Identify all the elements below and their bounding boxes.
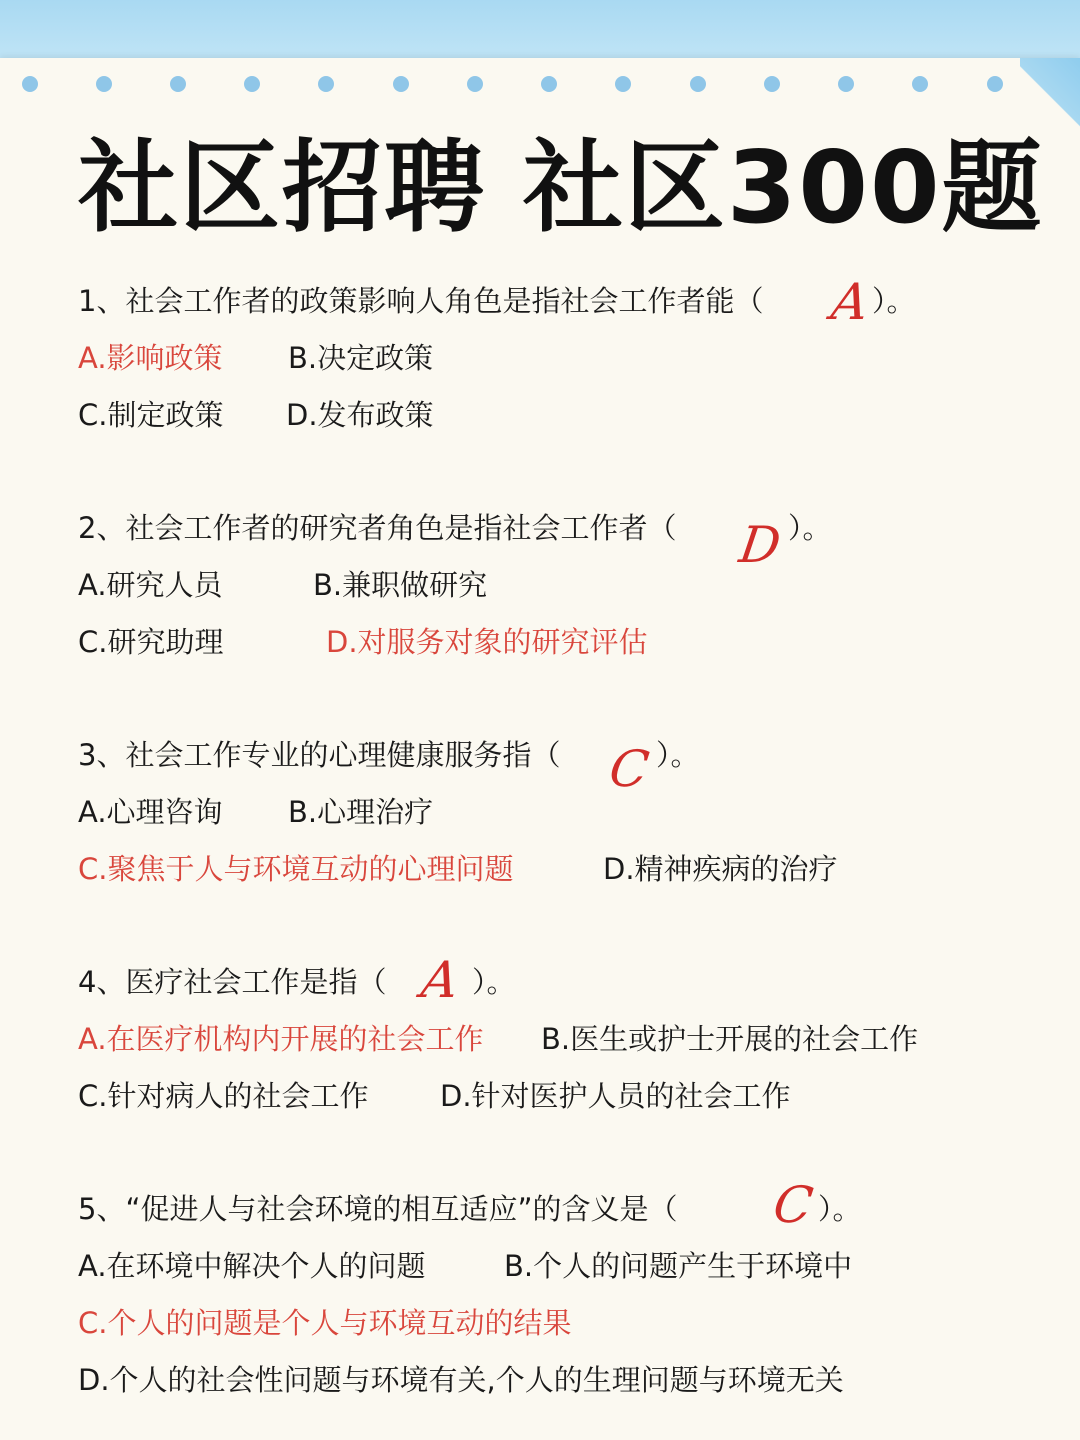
question-1-tail: ）。 [872,284,916,318]
binding-dot [690,76,706,92]
question-2-option-c: C.研究助理 [78,625,224,659]
question-5-answer: C [769,1176,817,1234]
question-5-option-d: D.个人的社会性问题与环境有关,个人的生理问题与环境无关 [78,1363,844,1397]
binding-dots [0,76,1080,94]
binding-dot [467,76,483,92]
question-1-option-a: A.影响政策 [78,341,223,375]
binding-dot [541,76,557,92]
question-5-option-c: C.个人的问题是个人与环境互动的结果 [78,1306,572,1340]
question-5-option-a: A.在环境中解决个人的问题 [78,1249,426,1283]
question-3-tail: ）。 [656,738,700,772]
question-1-option-d: D.发布政策 [286,398,434,432]
question-2-tail: ）。 [788,511,832,545]
binding-dot [393,76,409,92]
question-2-stem: 2、社会工作者的研究者角色是指社会工作者（ [78,511,677,545]
question-1-stem: 1、社会工作者的政策影响人角色是指社会工作者能（ [78,284,764,318]
binding-dot [615,76,631,92]
binding-dot [96,76,112,92]
question-3-option-d: D.精神疾病的治疗 [603,852,838,886]
binding-dot [912,76,928,92]
binding-dot [244,76,260,92]
question-4-stem: 4、医疗社会工作是指（ [78,965,387,999]
question-3-answer: C [605,740,653,798]
binding-dot [987,76,1003,92]
question-2-option-a: A.研究人员 [78,568,223,602]
question-1-answer: A [827,273,873,331]
question-5-option-b: B.个人的问题产生于环境中 [504,1249,853,1283]
question-2-option-d: D.对服务对象的研究评估 [326,625,648,659]
binding-dot [838,76,854,92]
binding-dot [170,76,186,92]
question-5-stem: 5、“促进人与社会环境的相互适应”的含义是（ [78,1192,678,1226]
question-4-tail: ）。 [472,965,516,999]
question-3-option-b: B.心理治疗 [288,795,434,829]
question-4-option-d: D.针对医护人员的社会工作 [440,1079,791,1113]
binding-dot [22,76,38,92]
binding-dot [764,76,780,92]
question-2-answer: D [735,516,785,574]
question-4-option-c: C.针对病人的社会工作 [78,1079,369,1113]
page-title: 社区招聘 社区300题 [78,129,1044,246]
question-4-answer: A [417,951,463,1009]
question-3-option-a: A.心理咨询 [78,795,223,829]
question-3-stem: 3、社会工作专业的心理健康服务指（ [78,738,561,772]
question-4-option-b: B.医生或护士开展的社会工作 [541,1022,919,1056]
question-1-option-c: C.制定政策 [78,398,224,432]
question-1-option-b: B.决定政策 [288,341,434,375]
question-2-option-b: B.兼职做研究 [313,568,488,602]
question-5-tail: ）。 [818,1192,862,1226]
binding-dot [318,76,334,92]
question-3-option-c: C.聚焦于人与环境互动的心理问题 [78,852,514,886]
question-4-option-a: A.在医疗机构内开展的社会工作 [78,1022,484,1056]
